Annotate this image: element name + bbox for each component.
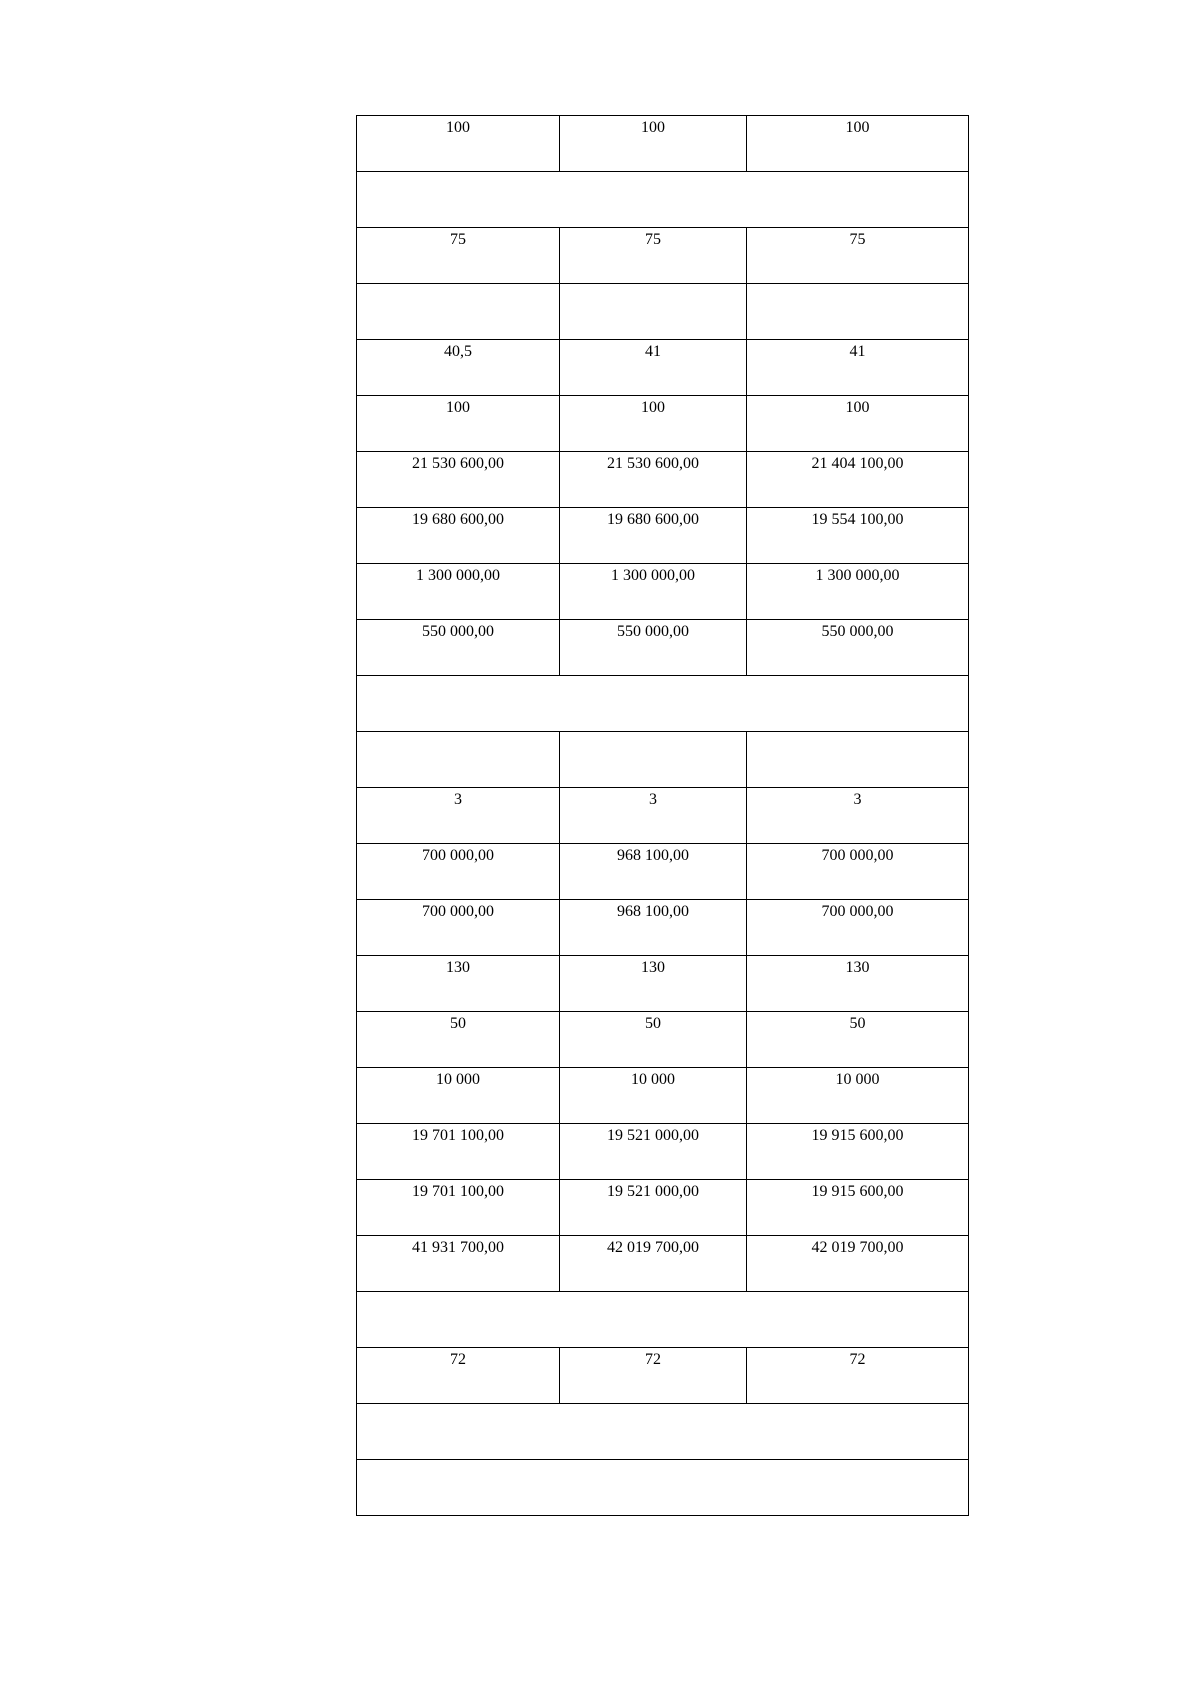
table-cell: 42 019 700,00 — [747, 1236, 969, 1292]
table-row — [357, 1012, 969, 1068]
table-cell: 72 — [560, 1348, 747, 1404]
table-row — [357, 732, 969, 788]
table-cell: 19 521 000,00 — [560, 1124, 747, 1180]
table-cell: 700 000,00 — [357, 844, 560, 900]
table-row — [357, 116, 969, 172]
table-cell: 100 — [560, 116, 747, 172]
table-cell: 19 701 100,00 — [357, 1180, 560, 1236]
table-span-cell — [357, 1292, 969, 1348]
table-row — [357, 1124, 969, 1180]
table-row — [357, 956, 969, 1012]
table-cell: 130 — [560, 956, 747, 1012]
table-row — [357, 900, 969, 956]
table-cell: 21 404 100,00 — [747, 452, 969, 508]
table-cell: 1 300 000,00 — [560, 564, 747, 620]
table-cell: 75 — [357, 228, 560, 284]
table-cell: 100 — [357, 116, 560, 172]
table-row — [357, 1068, 969, 1124]
table-cell: 3 — [560, 788, 747, 844]
table-row — [357, 676, 969, 732]
table-cell: 19 701 100,00 — [357, 1124, 560, 1180]
table-cell: 550 000,00 — [357, 620, 560, 676]
table-row — [357, 1180, 969, 1236]
table-cell: 41 931 700,00 — [357, 1236, 560, 1292]
table-cell — [357, 732, 560, 788]
table-cell — [560, 732, 747, 788]
table-row — [357, 620, 969, 676]
table-span-cell — [357, 1404, 969, 1460]
table-cell: 50 — [357, 1012, 560, 1068]
table-cell — [747, 732, 969, 788]
table-row — [357, 1348, 969, 1404]
table-cell: 10 000 — [747, 1068, 969, 1124]
table-cell: 700 000,00 — [747, 844, 969, 900]
table-cell: 41 — [747, 340, 969, 396]
table-cell: 75 — [560, 228, 747, 284]
table-cell: 19 554 100,00 — [747, 508, 969, 564]
table-cell: 1 300 000,00 — [747, 564, 969, 620]
table-row — [357, 564, 969, 620]
table-row — [357, 172, 969, 228]
table-cell: 19 680 600,00 — [560, 508, 747, 564]
table-cell: 42 019 700,00 — [560, 1236, 747, 1292]
table-cell: 19 521 000,00 — [560, 1180, 747, 1236]
table-cell: 700 000,00 — [357, 900, 560, 956]
table-cell: 100 — [560, 396, 747, 452]
table-cell: 19 915 600,00 — [747, 1124, 969, 1180]
table-row — [357, 228, 969, 284]
table-span-cell — [357, 172, 969, 228]
table-body — [357, 116, 969, 1516]
table-cell — [747, 284, 969, 340]
table-row — [357, 788, 969, 844]
table-cell: 3 — [747, 788, 969, 844]
table-row — [357, 844, 969, 900]
table-cell: 10 000 — [560, 1068, 747, 1124]
table-cell: 50 — [560, 1012, 747, 1068]
table-cell: 75 — [747, 228, 969, 284]
table-row — [357, 284, 969, 340]
table-cell — [357, 284, 560, 340]
table-cell: 21 530 600,00 — [357, 452, 560, 508]
table-cell: 100 — [747, 116, 969, 172]
table-cell: 19 680 600,00 — [357, 508, 560, 564]
table-row — [357, 452, 969, 508]
table-span-cell — [357, 676, 969, 732]
table-row — [357, 340, 969, 396]
table-cell: 100 — [357, 396, 560, 452]
table-cell: 700 000,00 — [747, 900, 969, 956]
table-cell: 10 000 — [357, 1068, 560, 1124]
table-cell: 130 — [357, 956, 560, 1012]
table-cell: 21 530 600,00 — [560, 452, 747, 508]
table-cell: 550 000,00 — [560, 620, 747, 676]
data-table — [356, 115, 969, 1516]
table-row — [357, 1404, 969, 1460]
table-cell: 130 — [747, 956, 969, 1012]
table-cell — [560, 284, 747, 340]
table-row — [357, 1236, 969, 1292]
table-cell: 550 000,00 — [747, 620, 969, 676]
table-row — [357, 1292, 969, 1348]
table-cell: 100 — [747, 396, 969, 452]
table-cell: 50 — [747, 1012, 969, 1068]
table-row — [357, 1460, 969, 1516]
table-cell: 968 100,00 — [560, 900, 747, 956]
table-cell: 19 915 600,00 — [747, 1180, 969, 1236]
table-cell: 72 — [747, 1348, 969, 1404]
table-span-cell — [357, 1460, 969, 1516]
table-cell: 72 — [357, 1348, 560, 1404]
table-cell: 1 300 000,00 — [357, 564, 560, 620]
table-cell: 41 — [560, 340, 747, 396]
table-cell: 3 — [357, 788, 560, 844]
table-cell: 968 100,00 — [560, 844, 747, 900]
table-cell: 40,5 — [357, 340, 560, 396]
table-row — [357, 396, 969, 452]
table-row — [357, 508, 969, 564]
